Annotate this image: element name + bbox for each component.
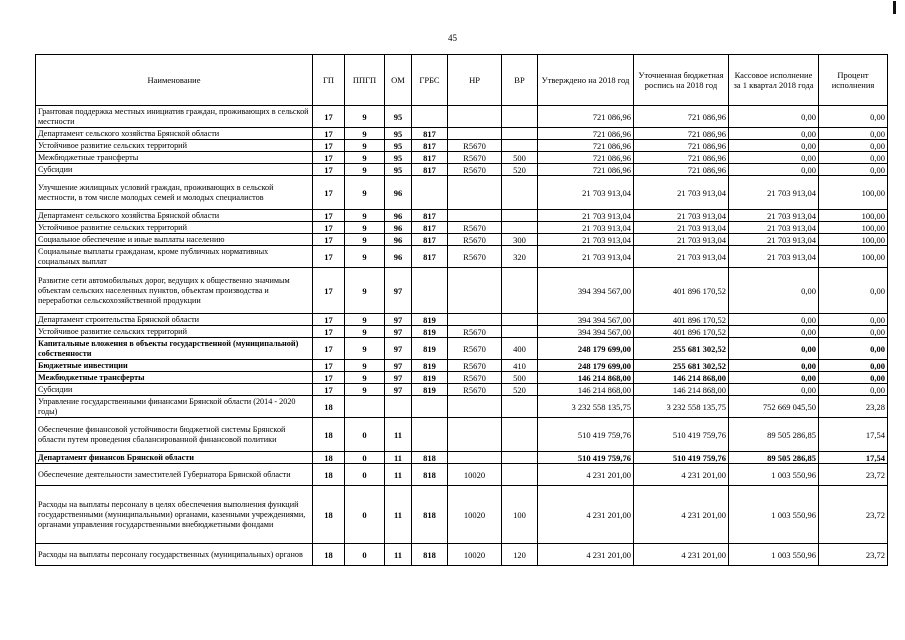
- cell-gp: 17: [313, 384, 345, 396]
- cell-cash: 1 003 550,96: [729, 464, 819, 486]
- cell-refined: 721 086,96: [634, 164, 729, 176]
- cell-name: Межбюджетные трансферты: [36, 372, 313, 384]
- table-row: [36, 140, 888, 152]
- cell-name: Расходы на выплаты персоналу государственных (муниципальных) органов: [36, 544, 313, 566]
- cell-name: Устойчивое развитие сельских территорий: [36, 140, 313, 152]
- cell-vr: [502, 268, 538, 314]
- cell-nr: R5670: [448, 234, 502, 246]
- cell-approved: 394 394 567,00: [538, 268, 634, 314]
- cell-cash: 1 003 550,96: [729, 544, 819, 566]
- cell-name: Бюджетные инвестиции: [36, 360, 313, 372]
- page-edge-marker: [893, 1, 896, 14]
- cell-refined: 4 231 201,00: [634, 464, 729, 486]
- cell-om: 96: [385, 210, 412, 222]
- cell-gp: 17: [313, 222, 345, 234]
- header-vr: ВР: [502, 55, 538, 106]
- cell-om: 96: [385, 222, 412, 234]
- cell-approved: 21 703 913,04: [538, 234, 634, 246]
- cell-grbs: 819: [412, 384, 448, 396]
- cell-percent: 23,28: [819, 396, 888, 418]
- cell-approved: 721 086,96: [538, 140, 634, 152]
- cell-refined: 21 703 913,04: [634, 222, 729, 234]
- cell-refined: 401 896 170,52: [634, 314, 729, 326]
- cell-om: 97: [385, 268, 412, 314]
- cell-om: 97: [385, 372, 412, 384]
- cell-percent: 0,00: [819, 326, 888, 338]
- cell-ppgp: 9: [345, 268, 385, 314]
- cell-name: Департамент финансов Брянской области: [36, 452, 313, 464]
- cell-grbs: 818: [412, 486, 448, 544]
- table-row: [36, 314, 888, 326]
- cell-percent: 23,72: [819, 544, 888, 566]
- cell-approved: 21 703 913,04: [538, 222, 634, 234]
- cell-ppgp: 9: [345, 210, 385, 222]
- cell-ppgp: 0: [345, 418, 385, 452]
- cell-percent: 0,00: [819, 128, 888, 140]
- table-row: [36, 210, 888, 222]
- cell-ppgp: 9: [345, 326, 385, 338]
- table-row: [36, 544, 888, 566]
- cell-om: 95: [385, 128, 412, 140]
- cell-om: 11: [385, 544, 412, 566]
- cell-percent: 100,00: [819, 246, 888, 268]
- cell-approved: 4 231 201,00: [538, 486, 634, 544]
- cell-approved: 394 394 567,00: [538, 326, 634, 338]
- cell-cash: 0,00: [729, 268, 819, 314]
- budget-table: [35, 54, 888, 566]
- header-gp: ГП: [313, 55, 345, 106]
- cell-cash: 21 703 913,04: [729, 176, 819, 210]
- table-row: [36, 464, 888, 486]
- cell-cash: 0,00: [729, 152, 819, 164]
- cell-nr: [448, 176, 502, 210]
- cell-name: Развитие сети автомобильных дорог, ведущих к общественно значимым объектам сельских населенных пунктов, объектам производства и переработки сельскохозяйственной продукции: [36, 268, 313, 314]
- table-row: [36, 452, 888, 464]
- table-row: [36, 268, 888, 314]
- cell-name: Обеспечение финансовой устойчивости бюджетной системы Брянской области путем проведения сбалансированной финансовой политики: [36, 418, 313, 452]
- cell-name: Субсидии: [36, 384, 313, 396]
- table-row: [36, 128, 888, 140]
- cell-om: 97: [385, 314, 412, 326]
- cell-grbs: 817: [412, 246, 448, 268]
- cell-vr: 500: [502, 152, 538, 164]
- cell-ppgp: 9: [345, 106, 385, 128]
- cell-name: Обеспечение деятельности заместителей Губернатора Брянской области: [36, 464, 313, 486]
- cell-vr: 500: [502, 372, 538, 384]
- cell-refined: 721 086,96: [634, 106, 729, 128]
- cell-name: Управление государственными финансами Брянской области (2014 - 2020 годы): [36, 396, 313, 418]
- cell-cash: 21 703 913,04: [729, 234, 819, 246]
- cell-cash: 89 505 286,85: [729, 418, 819, 452]
- cell-nr: [448, 128, 502, 140]
- cell-cash: 0,00: [729, 164, 819, 176]
- cell-refined: 146 214 868,00: [634, 372, 729, 384]
- table-row: [36, 384, 888, 396]
- cell-ppgp: 0: [345, 544, 385, 566]
- cell-cash: 0,00: [729, 338, 819, 360]
- cell-om: 95: [385, 152, 412, 164]
- table-row: [36, 234, 888, 246]
- page-number: 45: [448, 33, 457, 43]
- cell-name: Устойчивое развитие сельских территорий: [36, 222, 313, 234]
- cell-refined: 21 703 913,04: [634, 210, 729, 222]
- cell-ppgp: 9: [345, 234, 385, 246]
- header-om: ОМ: [385, 55, 412, 106]
- cell-nr: R5670: [448, 140, 502, 152]
- cell-nr: R5670: [448, 152, 502, 164]
- cell-approved: 721 086,96: [538, 152, 634, 164]
- cell-refined: 510 419 759,76: [634, 418, 729, 452]
- table-row: [36, 486, 888, 544]
- cell-refined: 21 703 913,04: [634, 234, 729, 246]
- cell-grbs: 817: [412, 152, 448, 164]
- cell-refined: 721 086,96: [634, 140, 729, 152]
- cell-vr: 300: [502, 234, 538, 246]
- table-row: [36, 360, 888, 372]
- cell-refined: 4 231 201,00: [634, 544, 729, 566]
- cell-grbs: 817: [412, 222, 448, 234]
- cell-percent: 0,00: [819, 152, 888, 164]
- cell-nr: [448, 452, 502, 464]
- cell-nr: 10020: [448, 464, 502, 486]
- cell-refined: 3 232 558 135,75: [634, 396, 729, 418]
- cell-grbs: 819: [412, 360, 448, 372]
- cell-refined: 721 086,96: [634, 152, 729, 164]
- cell-vr: [502, 140, 538, 152]
- cell-refined: 255 681 302,52: [634, 338, 729, 360]
- cell-cash: 0,00: [729, 384, 819, 396]
- header-ppgp: ППГП: [345, 55, 385, 106]
- cell-gp: 18: [313, 486, 345, 544]
- cell-grbs: 817: [412, 164, 448, 176]
- cell-ppgp: 0: [345, 486, 385, 544]
- cell-cash: 0,00: [729, 372, 819, 384]
- table-row: [36, 326, 888, 338]
- cell-vr: [502, 314, 538, 326]
- cell-nr: [448, 314, 502, 326]
- cell-grbs: [412, 418, 448, 452]
- cell-gp: 17: [313, 128, 345, 140]
- cell-grbs: [412, 176, 448, 210]
- cell-vr: [502, 464, 538, 486]
- cell-grbs: 817: [412, 128, 448, 140]
- cell-vr: [502, 210, 538, 222]
- cell-ppgp: 9: [345, 176, 385, 210]
- cell-vr: 100: [502, 486, 538, 544]
- cell-ppgp: 9: [345, 338, 385, 360]
- cell-nr: R5670: [448, 338, 502, 360]
- cell-nr: R5670: [448, 164, 502, 176]
- cell-ppgp: 9: [345, 222, 385, 234]
- cell-name: Департамент сельского хозяйства Брянской области: [36, 128, 313, 140]
- cell-om: 97: [385, 360, 412, 372]
- cell-cash: 0,00: [729, 106, 819, 128]
- cell-approved: 4 231 201,00: [538, 544, 634, 566]
- cell-vr: [502, 452, 538, 464]
- cell-approved: 248 179 699,00: [538, 360, 634, 372]
- cell-approved: 21 703 913,04: [538, 246, 634, 268]
- cell-om: 11: [385, 418, 412, 452]
- cell-nr: R5670: [448, 384, 502, 396]
- cell-name: Межбюджетные трансферты: [36, 152, 313, 164]
- cell-om: 11: [385, 486, 412, 544]
- header-cash: Кассовое исполнение за 1 квартал 2018 года: [729, 55, 819, 106]
- cell-cash: 752 669 045,50: [729, 396, 819, 418]
- cell-ppgp: 9: [345, 140, 385, 152]
- cell-refined: 401 896 170,52: [634, 268, 729, 314]
- cell-approved: 394 394 567,00: [538, 314, 634, 326]
- cell-gp: 17: [313, 268, 345, 314]
- cell-vr: [502, 396, 538, 418]
- cell-approved: 721 086,96: [538, 128, 634, 140]
- cell-om: 97: [385, 384, 412, 396]
- cell-ppgp: 9: [345, 152, 385, 164]
- cell-gp: 17: [313, 164, 345, 176]
- cell-name: Улучшение жилищных условий граждан, проживающих в сельской местности, в том числе молодых семей и молодых специалистов: [36, 176, 313, 210]
- cell-percent: 100,00: [819, 234, 888, 246]
- cell-name: Социальные выплаты гражданам, кроме публичных нормативных социальных выплат: [36, 246, 313, 268]
- cell-vr: 410: [502, 360, 538, 372]
- cell-approved: 3 232 558 135,75: [538, 396, 634, 418]
- cell-gp: 18: [313, 452, 345, 464]
- cell-name: Грантовая поддержка местных инициатив граждан, проживающих в сельской местности: [36, 106, 313, 128]
- cell-ppgp: [345, 396, 385, 418]
- cell-name: Субсидии: [36, 164, 313, 176]
- table-row: [36, 222, 888, 234]
- cell-percent: 0,00: [819, 314, 888, 326]
- cell-vr: 120: [502, 544, 538, 566]
- cell-name: Устойчивое развитие сельских территорий: [36, 326, 313, 338]
- cell-approved: 248 179 699,00: [538, 338, 634, 360]
- cell-ppgp: 9: [345, 384, 385, 396]
- cell-nr: [448, 106, 502, 128]
- cell-refined: 255 681 302,52: [634, 360, 729, 372]
- cell-approved: 146 214 868,00: [538, 372, 634, 384]
- cell-gp: 18: [313, 396, 345, 418]
- cell-refined: 21 703 913,04: [634, 246, 729, 268]
- cell-om: 95: [385, 106, 412, 128]
- cell-vr: 520: [502, 164, 538, 176]
- cell-cash: 89 505 286,85: [729, 452, 819, 464]
- header-grbs: ГРБС: [412, 55, 448, 106]
- header-name: Наименование: [36, 55, 313, 106]
- cell-gp: 17: [313, 314, 345, 326]
- table-row: [36, 396, 888, 418]
- cell-om: 96: [385, 176, 412, 210]
- cell-grbs: 819: [412, 326, 448, 338]
- cell-nr: [448, 268, 502, 314]
- cell-om: 97: [385, 326, 412, 338]
- cell-cash: 1 003 550,96: [729, 486, 819, 544]
- cell-refined: 721 086,96: [634, 128, 729, 140]
- cell-grbs: [412, 268, 448, 314]
- cell-om: 96: [385, 246, 412, 268]
- cell-approved: 4 231 201,00: [538, 464, 634, 486]
- cell-vr: 520: [502, 384, 538, 396]
- cell-percent: 23,72: [819, 464, 888, 486]
- cell-refined: 401 896 170,52: [634, 326, 729, 338]
- cell-vr: 400: [502, 338, 538, 360]
- cell-grbs: 818: [412, 452, 448, 464]
- cell-cash: 21 703 913,04: [729, 246, 819, 268]
- cell-om: [385, 396, 412, 418]
- cell-refined: 21 703 913,04: [634, 176, 729, 210]
- table-row: [36, 152, 888, 164]
- cell-ppgp: 9: [345, 128, 385, 140]
- cell-vr: [502, 176, 538, 210]
- table-header-row: [36, 55, 888, 106]
- cell-approved: 21 703 913,04: [538, 176, 634, 210]
- cell-cash: 21 703 913,04: [729, 210, 819, 222]
- cell-vr: [502, 418, 538, 452]
- cell-gp: 17: [313, 360, 345, 372]
- header-refined: Уточненная бюджетная роспись на 2018 год: [634, 55, 729, 106]
- header-approved: Утверждено на 2018 год: [538, 55, 634, 106]
- cell-nr: 10020: [448, 486, 502, 544]
- cell-percent: 0,00: [819, 338, 888, 360]
- cell-nr: [448, 210, 502, 222]
- cell-gp: 17: [313, 152, 345, 164]
- cell-grbs: 819: [412, 338, 448, 360]
- table-row: [36, 176, 888, 210]
- cell-percent: 0,00: [819, 268, 888, 314]
- cell-grbs: 819: [412, 314, 448, 326]
- cell-name: Департамент сельского хозяйства Брянской области: [36, 210, 313, 222]
- cell-om: 95: [385, 164, 412, 176]
- cell-gp: 17: [313, 176, 345, 210]
- cell-cash: 0,00: [729, 140, 819, 152]
- cell-om: 11: [385, 464, 412, 486]
- cell-ppgp: 9: [345, 360, 385, 372]
- cell-percent: 100,00: [819, 176, 888, 210]
- cell-percent: 0,00: [819, 164, 888, 176]
- cell-cash: 21 703 913,04: [729, 222, 819, 234]
- cell-percent: 0,00: [819, 360, 888, 372]
- cell-name: Капитальные вложения в объекты государственной (муниципальной) собственности: [36, 338, 313, 360]
- cell-percent: 17,54: [819, 452, 888, 464]
- cell-grbs: 817: [412, 234, 448, 246]
- cell-refined: 510 419 759,76: [634, 452, 729, 464]
- cell-percent: 0,00: [819, 372, 888, 384]
- cell-vr: 320: [502, 246, 538, 268]
- cell-om: 96: [385, 234, 412, 246]
- table-row: [36, 372, 888, 384]
- cell-gp: 18: [313, 464, 345, 486]
- cell-gp: 17: [313, 234, 345, 246]
- cell-gp: 18: [313, 544, 345, 566]
- table-row: [36, 106, 888, 128]
- cell-cash: 0,00: [729, 314, 819, 326]
- cell-grbs: 818: [412, 464, 448, 486]
- cell-nr: 10020: [448, 544, 502, 566]
- cell-om: 11: [385, 452, 412, 464]
- cell-nr: R5670: [448, 326, 502, 338]
- cell-percent: 0,00: [819, 384, 888, 396]
- cell-grbs: 818: [412, 544, 448, 566]
- cell-om: 97: [385, 338, 412, 360]
- cell-gp: 17: [313, 338, 345, 360]
- cell-grbs: 817: [412, 140, 448, 152]
- cell-grbs: 817: [412, 210, 448, 222]
- cell-ppgp: 0: [345, 452, 385, 464]
- cell-percent: 0,00: [819, 106, 888, 128]
- cell-gp: 17: [313, 246, 345, 268]
- cell-nr: [448, 396, 502, 418]
- cell-ppgp: 9: [345, 314, 385, 326]
- cell-name: Департамент строительства Брянской области: [36, 314, 313, 326]
- cell-vr: [502, 128, 538, 140]
- cell-name: Расходы на выплаты персоналу в целях обеспечения выполнения функций государственными (муниципальными) органами, казенными учреждениями, органами управления государственными внебюджетными фондами: [36, 486, 313, 544]
- cell-percent: 17,54: [819, 418, 888, 452]
- cell-percent: 23,72: [819, 486, 888, 544]
- cell-nr: R5670: [448, 372, 502, 384]
- cell-ppgp: 9: [345, 164, 385, 176]
- cell-cash: 0,00: [729, 326, 819, 338]
- header-percent: Процент исполнения: [819, 55, 888, 106]
- cell-approved: 21 703 913,04: [538, 210, 634, 222]
- cell-gp: 17: [313, 210, 345, 222]
- cell-percent: 0,00: [819, 140, 888, 152]
- cell-gp: 17: [313, 140, 345, 152]
- cell-refined: 4 231 201,00: [634, 486, 729, 544]
- cell-cash: 0,00: [729, 360, 819, 372]
- cell-approved: 510 419 759,76: [538, 452, 634, 464]
- cell-approved: 721 086,96: [538, 164, 634, 176]
- cell-nr: R5670: [448, 360, 502, 372]
- cell-om: 95: [385, 140, 412, 152]
- cell-vr: [502, 106, 538, 128]
- cell-grbs: [412, 396, 448, 418]
- cell-nr: [448, 418, 502, 452]
- cell-cash: 0,00: [729, 128, 819, 140]
- table-row: [36, 338, 888, 360]
- cell-gp: 17: [313, 326, 345, 338]
- cell-approved: 510 419 759,76: [538, 418, 634, 452]
- cell-vr: [502, 222, 538, 234]
- cell-percent: 100,00: [819, 222, 888, 234]
- cell-ppgp: 9: [345, 372, 385, 384]
- cell-gp: 18: [313, 418, 345, 452]
- cell-grbs: [412, 106, 448, 128]
- table-row: [36, 164, 888, 176]
- cell-approved: 721 086,96: [538, 106, 634, 128]
- cell-grbs: 819: [412, 372, 448, 384]
- table-row: [36, 246, 888, 268]
- cell-gp: 17: [313, 372, 345, 384]
- cell-percent: 100,00: [819, 210, 888, 222]
- header-nr: НР: [448, 55, 502, 106]
- cell-refined: 146 214 868,00: [634, 384, 729, 396]
- cell-gp: 17: [313, 106, 345, 128]
- cell-nr: R5670: [448, 222, 502, 234]
- cell-ppgp: 0: [345, 464, 385, 486]
- cell-name: Социальное обеспечение и иные выплаты населению: [36, 234, 313, 246]
- cell-nr: R5670: [448, 246, 502, 268]
- cell-ppgp: 9: [345, 246, 385, 268]
- cell-vr: [502, 326, 538, 338]
- cell-approved: 146 214 868,00: [538, 384, 634, 396]
- table-row: [36, 418, 888, 452]
